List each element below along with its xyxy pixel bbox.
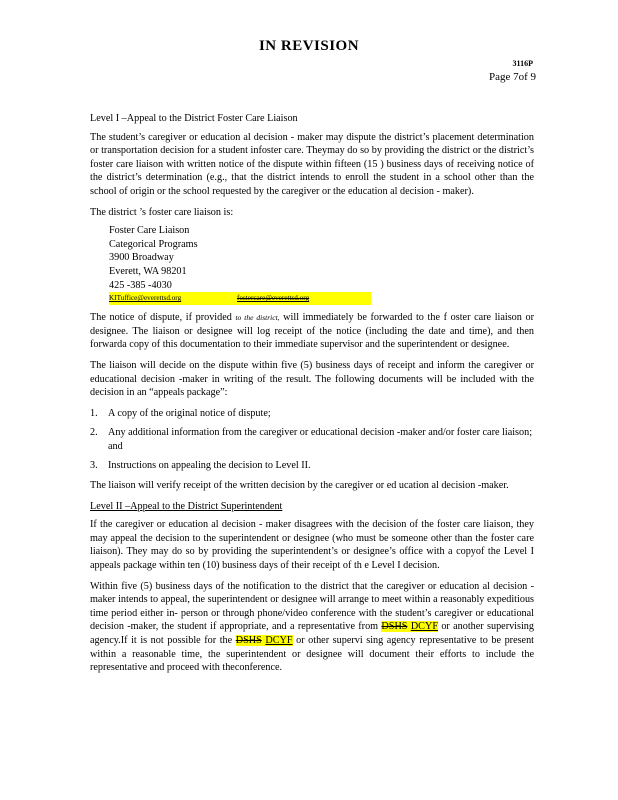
level-2-heading: [90, 500, 534, 514]
email-link-old[interactable]: KITuffice@everettsd.org: [109, 294, 182, 303]
revision-banner: IN REVISION: [258, 38, 360, 54]
level-2-paragraph-2: [90, 580, 534, 675]
level-2-heading-text: Level II –Appeal to the District Superintendent: [90, 500, 283, 512]
policy-number: 3116P: [512, 59, 533, 68]
agency-deleted: DSHS: [381, 621, 408, 633]
email-revision-row: [109, 292, 371, 305]
email-link-new[interactable]: fostercare@everettsd.org: [237, 294, 310, 303]
level-2-paragraph-1: If the caregiver or education al decision - maker disagrees with the decision of the foster care liaison, they may appeal the decision to the superintendent or designee (who must be someone other than the foster care liaison). They may do so by providing the superintendent’s or designee’s office with a copyof the Level I appeals package within ten (10) business days of their receipt of th e Level I decision.: [90, 519, 534, 572]
liaison-intro: The district ’s foster care liaison is:: [90, 206, 234, 218]
appeals-package-list: [90, 407, 534, 473]
para2-part-a: The notice of dispute, if provided: [90, 312, 236, 324]
para-part-b: or another supervising agency.If it is not possible for the: [90, 621, 534, 646]
list-item: 1. A copy of the original notice of dispute;: [90, 407, 271, 419]
revision-highlight: [381, 621, 438, 632]
address-line-title: Foster Care Liaison: [109, 225, 190, 237]
address-line-street: 3900 Broadway: [109, 252, 174, 264]
page-number: Page 7of 9: [488, 71, 536, 83]
list-item: 3. Instructions on appealing the decision to Level II.: [90, 460, 311, 472]
para-part-c: or other supervi sing agency representative to be present within a reasonable time, the superintendent or designee will document their efforts to include the representative and proceed with theconference.: [90, 635, 535, 674]
address-line-department: Categorical Programs: [109, 238, 198, 250]
agency-inserted: DCYF: [410, 621, 438, 633]
address-line-city: Everett, WA 98201: [109, 265, 187, 277]
revision-highlight: [236, 635, 293, 646]
agency-deleted: DSHS: [235, 635, 262, 646]
list-item: 2. Any additional information from the caregiver or educational decision -maker and/or foster care liaison; and: [90, 427, 533, 452]
para2-insertion: to the district,: [235, 313, 280, 323]
level-1-paragraph-3: The liaison will decide on the dispute within five (5) business days of receipt and inform the caregiver or educational decision -maker in writing of the result. The following documents will be included with the decision in an “appeals package”:: [90, 359, 534, 399]
para2-part-b: will immediately be forwarded to the f oster care liaison or designee. The liaison or designee will log receipt of the notice (including the date and time), and then forwarda copy of this documentation to their immediate supervisor and the superintendent or designee.: [90, 312, 534, 351]
level-1-paragraph-4: The liaison will verify receipt of the written decision by the caregiver or ed ucation al decision -maker.: [90, 480, 509, 492]
level-1-paragraph-2: [90, 311, 534, 352]
document-body: [90, 112, 534, 682]
para-part-a: Within five (5) business days of the notification to the district that the caregiver or education al decision -maker intends to appeal, the superintendent or designee will arrange to meet within a reasonably expeditious time period either in- person or through phone/video conference with the student’s caregiver or educational decision -maker, the student if appropriate, and a representative from: [90, 580, 534, 633]
liaison-address-block: [109, 224, 534, 305]
level-1-paragraph-1: The student’s caregiver or education al decision - maker may dispute the district’s placement determination or transportation decision for a student infoster care. Theymay do so by providing the district or the district’s foster care liaison with written notice of the dispute within fifteen (15 ) business days of receiving notice of the district’s determination (e.g., that the district intends to enroll the student in a school other than the school of origin or the school requested by the caregiver or the education al decision - maker).: [90, 131, 534, 197]
level-1-heading-text: Level I –Appeal to the District Foster Care Liaison: [90, 113, 298, 124]
level-1-heading: [90, 112, 534, 126]
agency-inserted: DCYF: [265, 635, 293, 646]
address-phone: 425 -385 -4030: [109, 279, 172, 291]
